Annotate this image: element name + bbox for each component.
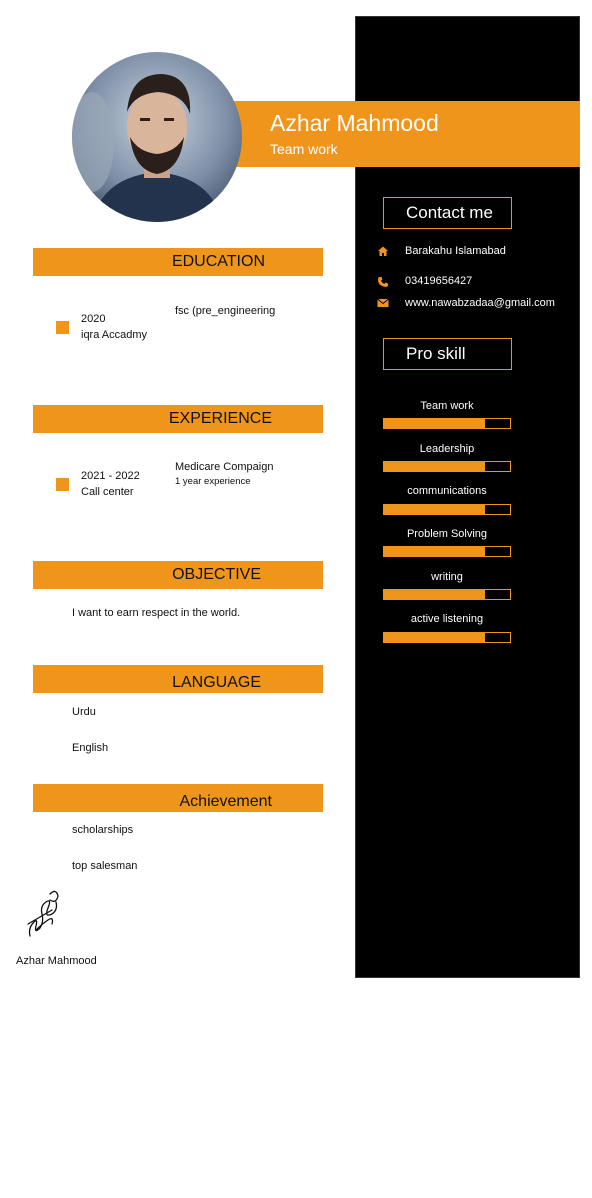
skill-bar-fill [384,633,485,642]
education-bullet [56,321,69,334]
language-header [33,665,323,693]
contact-address: Barakahu Islamabad [405,245,506,257]
achievement-item: scholarships [72,824,134,836]
skill-bar [383,461,511,472]
education-institute: iqra Accadmy [81,329,148,341]
experience-duration: 1 year experience [175,476,251,487]
language-item: English [72,742,109,754]
skill-label: Problem Solving [406,528,488,540]
skill-bar-fill [384,590,485,599]
skill-bar [383,589,511,600]
profile-photo [72,52,242,222]
achievement-title: Achievement [179,793,272,810]
achievement-header [33,784,323,812]
contact-email[interactable]: www.nawabzadaa@gmail.com [405,297,555,309]
mail-icon [377,296,389,308]
contact-title: Contact me [383,197,512,229]
skill-bar [383,418,511,429]
experience-header [33,405,323,433]
education-header [33,248,323,276]
skill-label: communications [407,485,487,497]
skill-bar-fill [384,505,485,514]
experience-years: 2021 - 2022 [81,470,140,482]
objective-title: OBJECTIVE [172,566,261,583]
skill-label: Team work [420,400,474,412]
person-name: Azhar Mahmood [270,110,439,136]
skill-label: writing [431,571,463,583]
experience-title: EXPERIENCE [168,410,272,427]
signature-image [22,884,66,940]
education-degree: fsc (pre_engineering [175,305,276,317]
objective-header [33,561,323,589]
skill-bar-fill [384,462,485,471]
skill-label: active listening [410,613,484,625]
skill-bar [383,546,511,557]
person-role: Team work [270,141,338,157]
objective-text: I want to earn respect in the world. [72,607,241,619]
experience-bullet [56,478,69,491]
achievement-item: top salesman [72,860,138,872]
signature-name: Azhar Mahmood [16,955,97,967]
experience-company: Medicare Compaign [175,461,274,473]
skill-bar [383,504,511,515]
education-title: EDUCATION [171,253,265,270]
education-year: 2020 [81,313,106,325]
contact-phone: 03419656427 [405,275,473,287]
language-title: LANGUAGE [172,674,261,691]
skill-bar-fill [384,547,485,556]
skill-bar [383,632,511,643]
experience-position: Call center [81,486,134,498]
skill-label: Leadership [419,443,475,455]
skills-title: Pro skill [383,338,512,370]
skill-bar-fill [384,419,485,428]
phone-icon [377,275,389,287]
home-icon [377,244,389,256]
language-item: Urdu [72,706,96,718]
